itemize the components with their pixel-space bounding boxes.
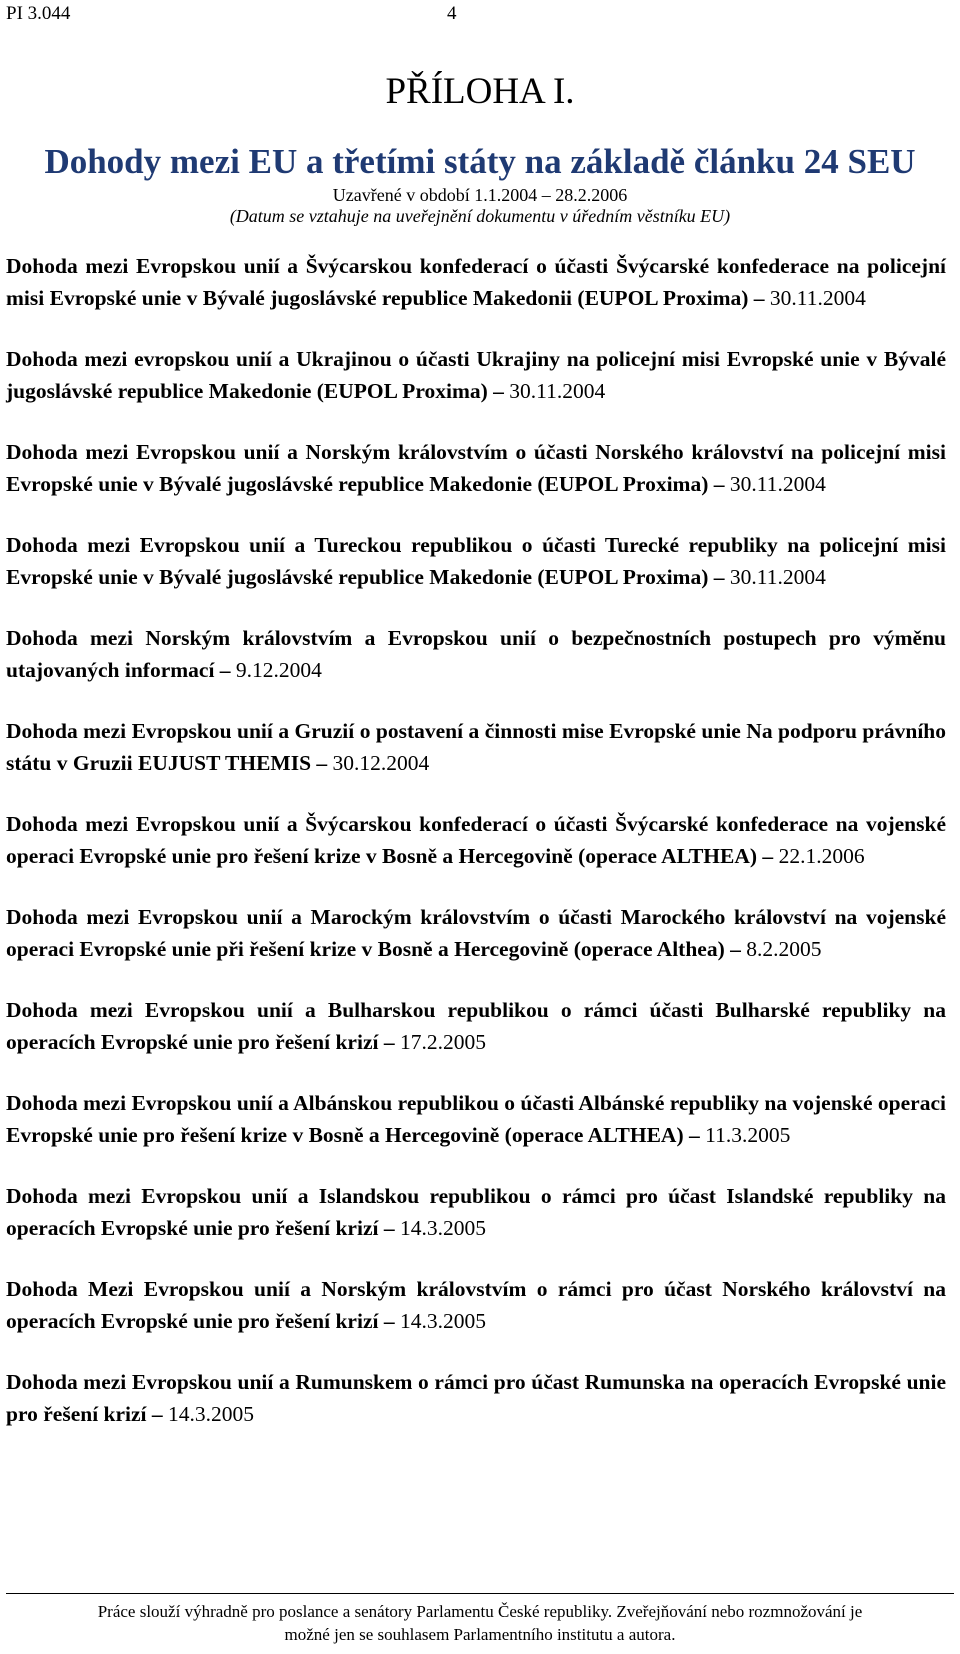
agreement-text: Dohoda mezi Evropskou unií a Gruzií o postavení a činnosti mise Evropské unie Na podporu právního státu v Gruzii EUJUST THEMIS – bbox=[6, 719, 946, 775]
page-header bbox=[6, 2, 952, 28]
agreement-date: 30.11.2004 bbox=[729, 472, 826, 496]
footer-line: možné jen se souhlasem Parlamentního institutu a autora. bbox=[284, 1625, 676, 1644]
agreement-entry bbox=[6, 1273, 946, 1337]
agreement-text: Dohoda mezi Norským královstvím a Evropskou unií o bezpečnostních postupech pro výměnu utajovaných informací – bbox=[6, 626, 946, 682]
agreement-date: 9.12.2004 bbox=[235, 658, 322, 682]
agreement-date: 30.11.2004 bbox=[509, 379, 606, 403]
agreement-date: 22.1.2006 bbox=[778, 844, 865, 868]
footer-line: Práce slouží výhradně pro poslance a senátory Parlamentu České republiky. Zveřejňování nebo rozmnožování je bbox=[97, 1602, 863, 1621]
agreement-text: Dohoda mezi Evropskou unií a Bulharskou republikou o rámci účasti Bulharské republiky na operacích Evropské unie pro řešení krizí – bbox=[6, 998, 946, 1054]
document-reference: PI 3.044 bbox=[6, 3, 71, 24]
agreement-date: 14.3.2005 bbox=[399, 1216, 486, 1240]
agreement-text: Dohoda Mezi Evropskou unií a Norským královstvím o rámci pro účast Norského království na operacích Evropské unie pro řešení krizí – bbox=[6, 1277, 946, 1333]
agreement-date: 14.3.2005 bbox=[399, 1309, 486, 1333]
agreement-text: Dohoda mezi Evropskou unií a Švýcarskou konfederací o účasti Švýcarské konfederace na vojenské operaci Evropské unie pro řešení krize v Bosně a Hercegovině (operace ALTHEA) – bbox=[6, 812, 946, 868]
page-footer bbox=[20, 1600, 940, 1646]
agreement-text: Dohoda mezi Evropskou unií a Norským královstvím o účasti Norského království na policejní misi Evropské unie v Bývalé jugoslávské republice Makedonie (EUPOL Proxima) – bbox=[6, 440, 946, 496]
date-note: (Datum se vztahuje na uveřejnění dokumentu v úředním věstníku EU) bbox=[229, 206, 731, 226]
agreement-entry bbox=[6, 436, 946, 500]
agreement-text: Dohoda mezi evropskou unií a Ukrajinou o účasti Ukrajiny na policejní misi Evropské unie v Bývalé jugoslávské republice Makedonie (EUPOL Proxima) – bbox=[6, 347, 946, 403]
period-subtitle: Uzavřené v období 1.1.2004 – 28.2.2006 bbox=[332, 185, 628, 205]
agreement-text: Dohoda mezi Evropskou unií a Albánskou republikou o účasti Albánské republiky na vojenské operaci Evropské unie pro řešení krize v Bosně a Hercegovině (operace ALTHEA) – bbox=[6, 1091, 946, 1147]
agreement-entry bbox=[6, 1366, 946, 1430]
document-title: Dohody mezi EU a třetími státy na základě článku 24 SEU bbox=[44, 142, 916, 181]
agreement-entry bbox=[6, 901, 946, 965]
agreement-text: Dohoda mezi Evropskou unií a Tureckou republikou o účasti Turecké republiky na policejní misi Evropské unie v Bývalé jugoslávské republice Makedonie (EUPOL Proxima) – bbox=[6, 533, 946, 589]
agreement-text: Dohoda mezi Evropskou unií a Rumunskem o rámci pro účast Rumunska na operacích Evropské unie pro řešení krizí – bbox=[6, 1370, 946, 1426]
agreement-text: Dohoda mezi Evropskou unií a Švýcarskou konfederací o účasti Švýcarské konfederace na policejní misi Evropské unie v Bývalé jugoslávské republice Makedonii (EUPOL Proxima) – bbox=[6, 254, 946, 310]
agreement-date: 14.3.2005 bbox=[168, 1402, 255, 1426]
annex-title: PŘÍLOHA I. bbox=[385, 71, 575, 112]
agreement-date: 30.11.2004 bbox=[769, 286, 866, 310]
page-number: 4 bbox=[447, 3, 457, 24]
agreement-text: Dohoda mezi Evropskou unií a Marockým královstvím o účasti Marockého království na vojenské operaci Evropské unie při řešení krize v Bosně a Hercegovině (operace Althea) – bbox=[6, 905, 946, 961]
agreement-date: 30.12.2004 bbox=[332, 751, 430, 775]
agreements-list bbox=[6, 250, 946, 1459]
agreement-text: Dohoda mezi Evropskou unií a Islandskou republikou o rámci pro účast Islandské republiky na operacích Evropské unie pro řešení krizí – bbox=[6, 1184, 946, 1240]
agreement-date: 8.2.2005 bbox=[746, 937, 822, 961]
agreement-date: 11.3.2005 bbox=[705, 1123, 791, 1147]
agreement-entry bbox=[6, 250, 946, 314]
agreement-entry bbox=[6, 1180, 946, 1244]
agreement-entry bbox=[6, 994, 946, 1058]
agreement-entry bbox=[6, 808, 946, 872]
agreement-entry bbox=[6, 1087, 946, 1151]
agreement-entry bbox=[6, 343, 946, 407]
agreement-entry bbox=[6, 529, 946, 593]
agreement-entry bbox=[6, 715, 946, 779]
footer-divider bbox=[6, 1593, 954, 1594]
agreement-date: 17.2.2005 bbox=[399, 1030, 486, 1054]
agreement-date: 30.11.2004 bbox=[729, 565, 826, 589]
agreement-entry bbox=[6, 622, 946, 686]
